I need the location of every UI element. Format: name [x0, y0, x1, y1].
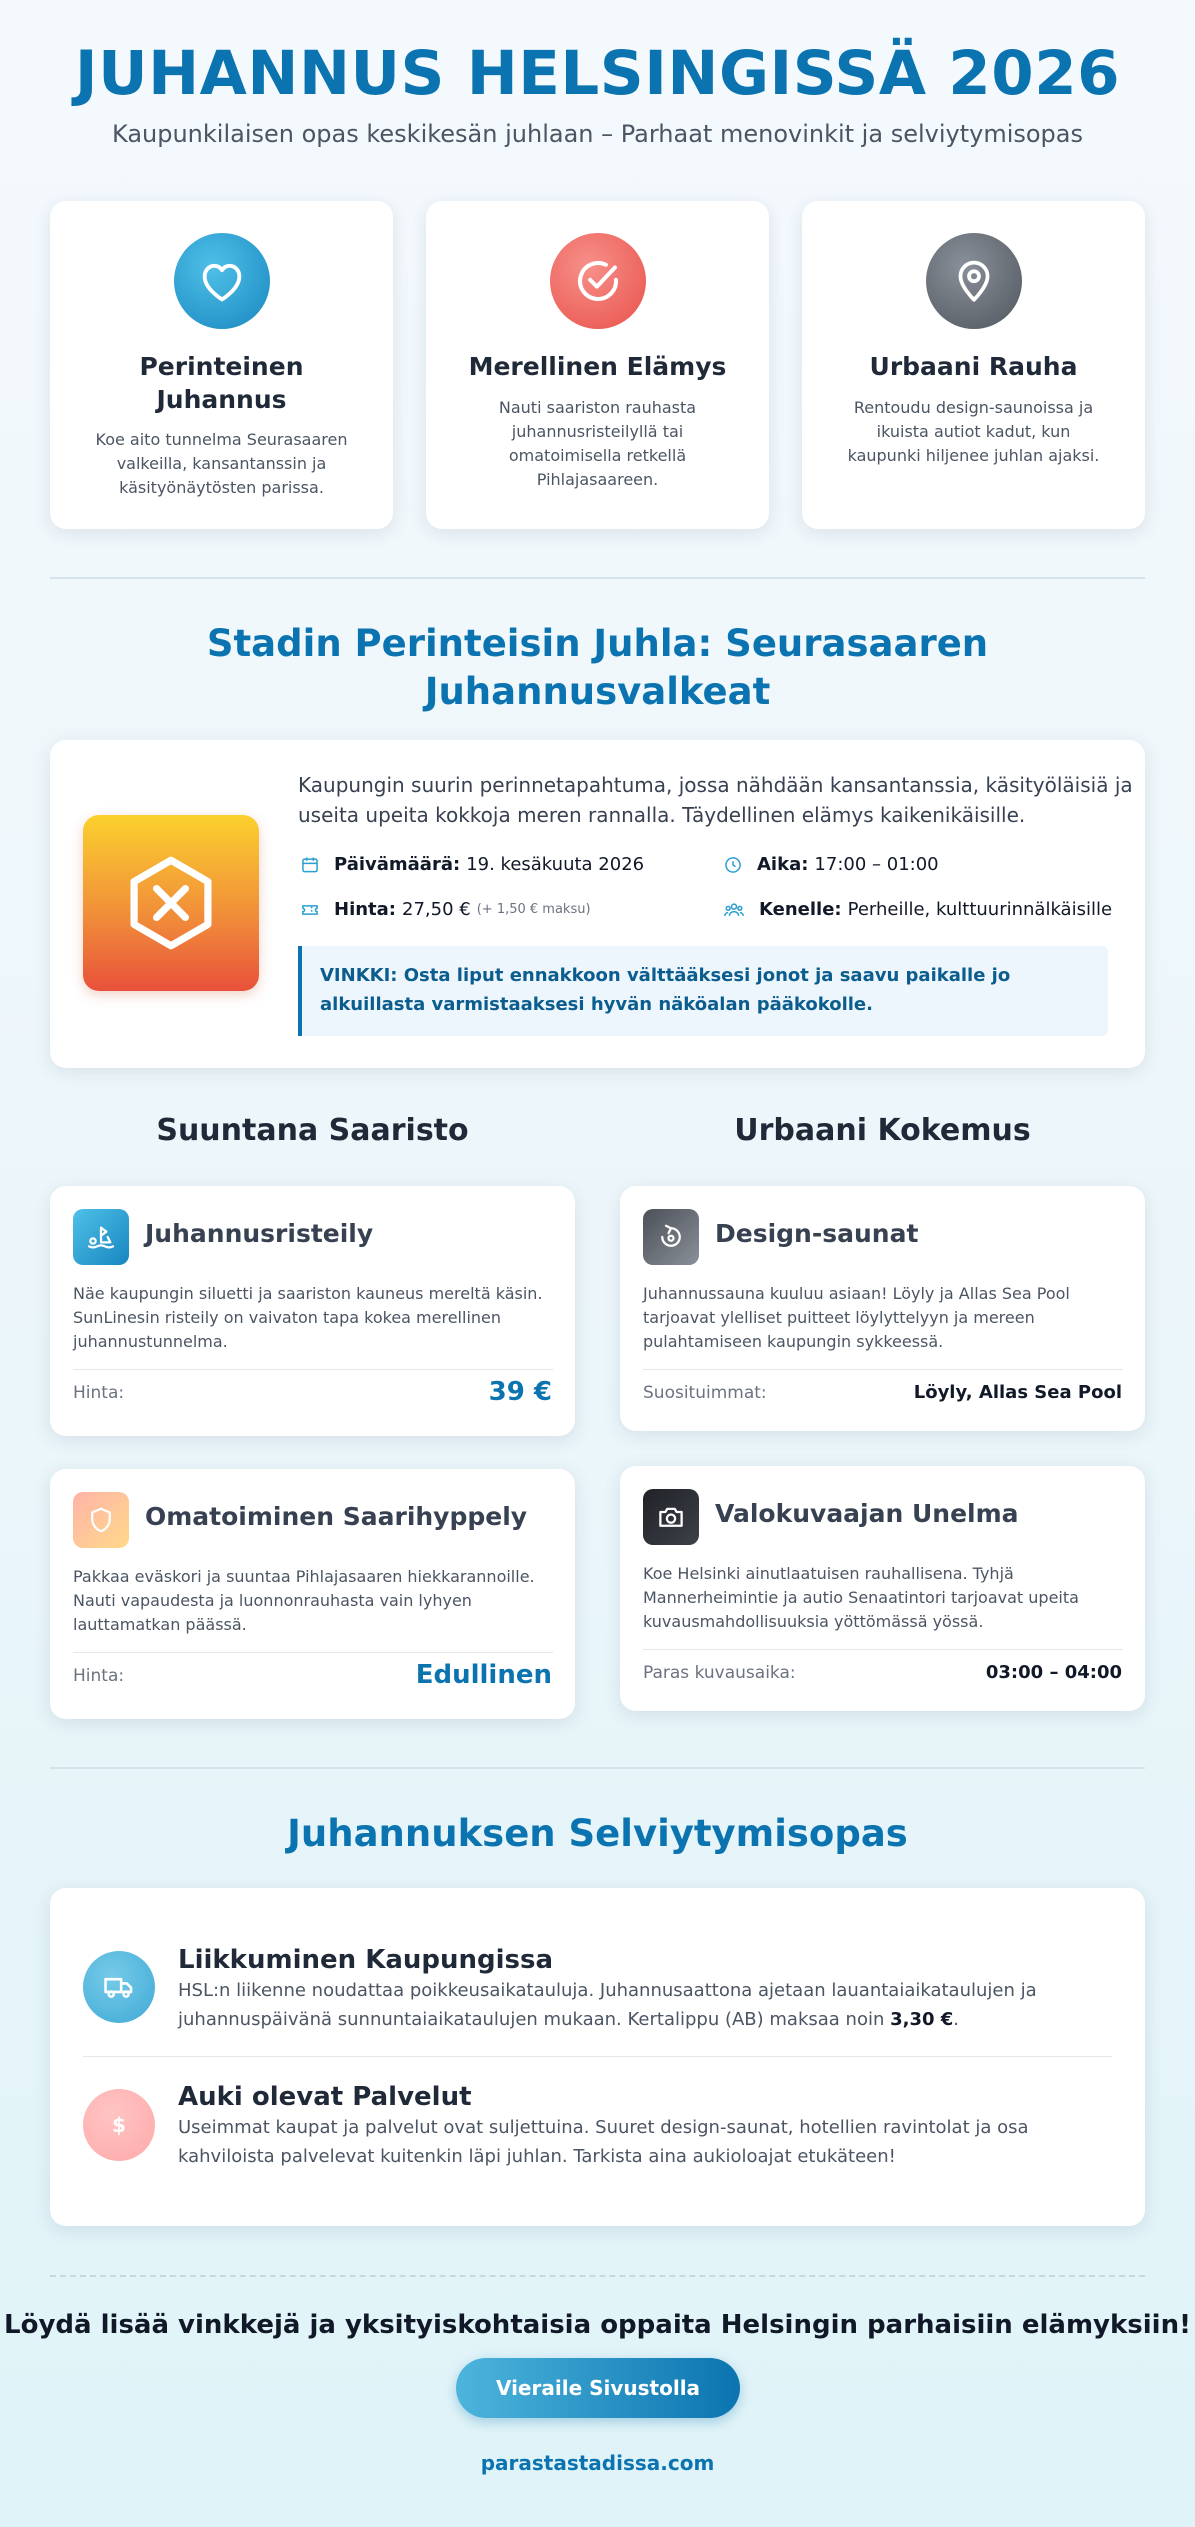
visit-site-button[interactable]: Vieraile Sivustolla: [456, 2358, 740, 2418]
feature-card-traditional: [50, 201, 393, 529]
heart-icon: [174, 233, 270, 329]
archipelago-title: Suuntana Saaristo: [156, 1113, 469, 1148]
map-pin-icon: [926, 233, 1022, 329]
activity-text: Koe Helsinki ainutlaatuisen rauhallisena. Tyhjä Mannerheimintie ja autio Senaatintori tarjoavat upeita kuvausmahdollisuuksia yöttömässä yössä.: [643, 1564, 1079, 1631]
ticket-icon: [300, 900, 320, 920]
footer-cta-text: Löydä lisää vinkkejä ja yksityiskohtaisia oppaita Helsingin parhaisiin elämyksiin!: [4, 2310, 1191, 2340]
event-description: Kaupungin suurin perinnetapahtuma, jossa nähdään kansantanssia, käsityöläisiä ja useita upeita kokkoja meren rannalla. Täydellinen elämys kaikenikäisille.: [298, 773, 1133, 827]
guide-item-title: Liikkuminen Kaupungissa: [178, 1945, 554, 1975]
event-price-note: (+ 1,50 € maksu): [476, 902, 591, 917]
event-card: [50, 740, 1145, 1068]
dollar-icon: $: [83, 2089, 155, 2161]
feature-title: Merellinen Elämys: [468, 352, 727, 381]
activity-label: Suosituimmat:: [643, 1383, 767, 1403]
calendar-icon: [300, 855, 320, 875]
activity-label: Hinta:: [73, 1383, 125, 1403]
activity-label: Hinta:: [73, 1666, 125, 1686]
check-circle-icon: [550, 233, 646, 329]
event-date-value: 19. kesäkuuta 2026: [466, 854, 645, 875]
activity-label: Paras kuvausaika:: [643, 1663, 796, 1683]
activity-title: Omatoiminen Saarihyppely: [145, 1502, 528, 1531]
event-price-value: 27,50 €: [402, 899, 471, 920]
activity-card-photography: [620, 1466, 1145, 1711]
event-date: [300, 854, 644, 875]
guide-item-text-part: HSL:n liikenne noudattaa poikkeusaikatauluja. Juhannusaattona ajetaan lauantaiaikataulujen ja juhannuspäivänä sunnuntaiaikataulujen mukaan. Kertalippu (AB) maksaa noin: [178, 1980, 1037, 2030]
feature-title: Perinteinen Juhannus: [139, 352, 304, 414]
guide-card: [50, 1888, 1145, 2226]
feature-text: Rentoudu design-saunoissa ja ikuista autiot kadut, kun kaupunki hiljenee juhlan ajaksi.: [847, 397, 1100, 465]
activity-divider: [73, 1652, 553, 1653]
feature-text: Nauti saariston rauhasta juhannusristeilyllä tai omatoimisella retkellä Pihlajasaareen.: [498, 397, 697, 489]
section-divider: [50, 1767, 1145, 1769]
footer-divider: [50, 2275, 1145, 2277]
clock-icon: [723, 855, 743, 875]
feature-title: Urbaani Rauha: [869, 352, 1078, 381]
event-audience-value: Perheille, kulttuurinnälkäisille: [847, 899, 1113, 920]
guide-item-text-part: .: [953, 2008, 960, 2030]
event-date-label: Päivämäärä:: [334, 854, 461, 875]
hexagon-x-icon: [83, 815, 259, 991]
event-price: [300, 899, 591, 920]
event-section-title-line: Juhannusvalkeat: [424, 670, 771, 714]
activity-value: Löyly, Allas Sea Pool: [913, 1382, 1122, 1403]
event-time-label: Aika:: [757, 854, 809, 875]
page-subtitle: Kaupunkilaisen opas keskikesän juhlaan – Parhaat menovinkit ja selviytymisopas: [112, 120, 1083, 148]
activity-title: Design-saunat: [715, 1219, 919, 1248]
activity-text: Pakkaa eväskori ja suuntaa Pihlajasaaren hiekkarannoille. Nauti vapaudesta ja luonnonrauhasta vain lyhyen lauttamatkan päässä.: [73, 1567, 535, 1634]
guide-divider: [83, 2056, 1112, 2057]
event-time-value: 17:00 – 01:00: [814, 854, 939, 875]
activity-value: 03:00 – 04:00: [985, 1662, 1122, 1683]
event-time: [723, 854, 939, 875]
activity-card-saunas: [620, 1186, 1145, 1431]
guide-item-price: 3,30 €: [890, 2008, 954, 2030]
users-icon: [723, 900, 745, 920]
section-divider: [50, 577, 1145, 579]
site-link[interactable]: parastastadissa.com: [480, 2451, 715, 2475]
activity-title: Valokuvaajan Unelma: [715, 1499, 1019, 1528]
activity-text: Juhannussauna kuuluu asiaan! Löyly ja Allas Sea Pool tarjoavat ylelliset puitteet löylyttelyyn ja mereen pulahtamiseen kaupungin sykkeessä.: [643, 1284, 1070, 1351]
truck-icon: [83, 1951, 155, 2023]
activity-divider: [73, 1369, 553, 1370]
activity-card-island-hop: [50, 1469, 575, 1719]
page-title: JUHANNUS HELSINGISSÄ 2026: [74, 38, 1121, 109]
guide-item-text: [178, 1977, 1108, 2035]
event-section-title: [0, 620, 1195, 716]
activity-title: Juhannusristeily: [145, 1219, 374, 1248]
sauna-icon: [643, 1209, 699, 1265]
event-section-title-line: Stadin Perinteisin Juhla: Seurasaaren: [206, 622, 989, 665]
ship-icon: [73, 1209, 129, 1265]
event-tip: VINKKI: Osta liput ennakkoon välttääksesi jonot ja saavu paikalle jo alkuillasta varmistaaksesi hyvän näköalan pääkokolle.: [298, 946, 1108, 1036]
camera-icon: [643, 1489, 699, 1545]
activity-divider: [643, 1369, 1123, 1370]
feature-card-urban: [802, 201, 1145, 529]
guide-title: Juhannuksen Selviytymisopas: [287, 1812, 908, 1855]
activity-value: Edullinen: [415, 1660, 552, 1690]
event-audience-label: Kenelle:: [759, 899, 842, 920]
activity-value: 39 €: [488, 1377, 552, 1407]
feature-card-maritime: [426, 201, 769, 529]
event-price-label: Hinta:: [334, 899, 396, 920]
feature-text: Koe aito tunnelma Seurasaaren valkeilla, kansantanssin ja käsityönäytösten parissa.: [95, 430, 348, 497]
guide-item-title: Auki olevat Palvelut: [178, 2082, 472, 2112]
shield-icon: [73, 1492, 129, 1548]
event-audience: [723, 899, 1112, 920]
urban-title: Urbaani Kokemus: [734, 1113, 1031, 1148]
guide-item-text: Useimmat kaupat ja palvelut ovat suljettuina. Suuret design-saunat, hotellien ravintolat ja osa kahviloista palvelevat kuitenkin läpi juhlan. Tarkista aina aukioloajat etukäteen!: [178, 2117, 1029, 2167]
activity-card-cruise: [50, 1186, 575, 1436]
activity-divider: [643, 1649, 1123, 1650]
activity-text: Näe kaupungin siluetti ja saariston kauneus mereltä käsin. SunLinesin risteily on vaivaton tapa kokea merellinen juhannustunnelma.: [73, 1284, 543, 1351]
